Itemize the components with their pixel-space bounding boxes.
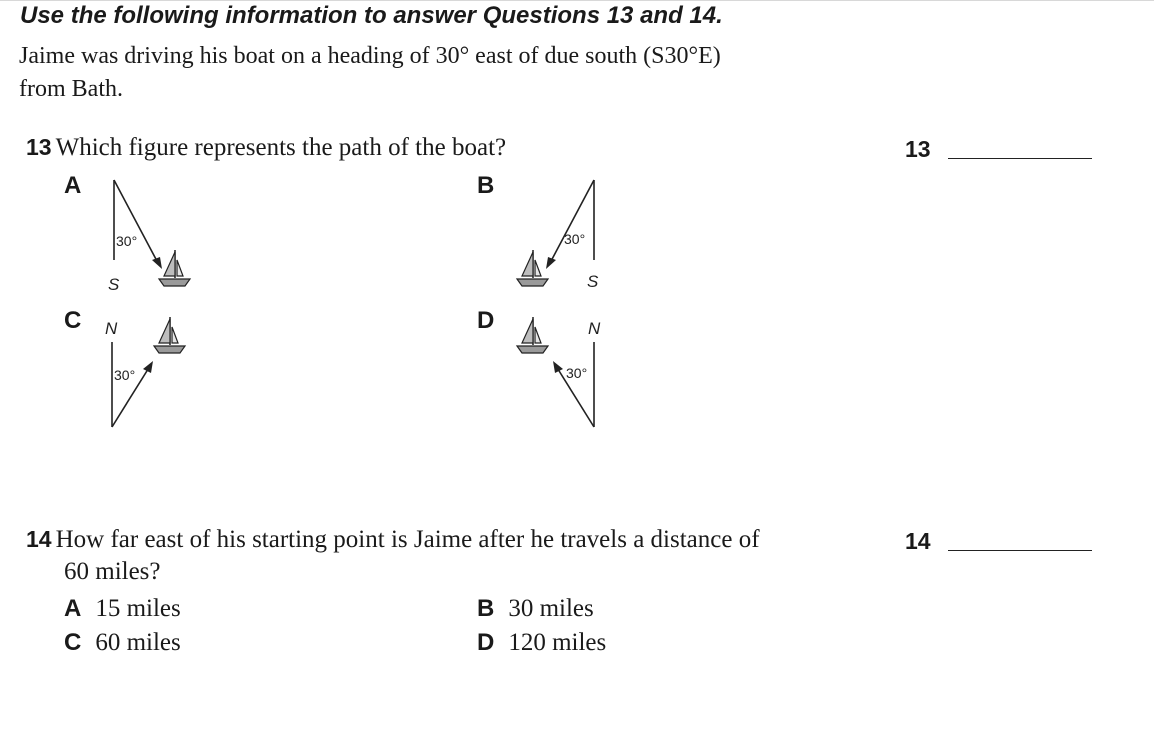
- answer-13-blank[interactable]: [948, 158, 1092, 159]
- choice-c-text: 60 miles: [95, 629, 181, 656]
- scenario-text: [19, 40, 879, 106]
- choice-d[interactable]: [477, 629, 606, 657]
- answer-13-label: 13: [905, 136, 931, 162]
- figure-b-letter: B: [477, 172, 495, 199]
- question-13: [26, 134, 506, 162]
- choice-b-letter: B: [477, 595, 495, 622]
- instruction-heading: Use the following information to answer Questions 13 and 14.: [20, 2, 723, 29]
- sailboat-icon: [154, 317, 185, 353]
- arrowhead-icon: [152, 257, 162, 269]
- scenario-line-1: Jaime was driving his boat on a heading of 30° east of due south (S30°E): [19, 43, 721, 69]
- figure-a-letter: A: [64, 172, 82, 199]
- sailboat-icon: [159, 250, 190, 286]
- top-rule: [0, 0, 1154, 1]
- arrowhead-icon: [143, 361, 153, 373]
- question-14: [26, 526, 760, 554]
- question-14-text-line-1: How far east of his starting point is Jaime after he travels a distance of: [55, 526, 760, 553]
- question-14-number: 14: [26, 526, 52, 552]
- choice-b-text: 30 miles: [508, 595, 594, 622]
- sailboat-icon: [517, 317, 548, 353]
- figure-c-angle: 30°: [114, 367, 136, 383]
- figure-d[interactable]: [510, 310, 610, 435]
- figure-a-angle: 30°: [116, 233, 138, 249]
- choice-a[interactable]: [64, 595, 181, 623]
- figure-c-letter: C: [64, 307, 82, 334]
- figure-b-path: [550, 180, 594, 263]
- question-13-number: 13: [26, 134, 52, 160]
- choice-d-letter: D: [477, 629, 495, 656]
- figure-b[interactable]: [510, 175, 610, 295]
- choice-d-text: 120 miles: [508, 629, 607, 656]
- choice-c[interactable]: [64, 629, 181, 657]
- arrowhead-icon: [553, 361, 563, 373]
- figure-c-direction: N: [105, 319, 118, 338]
- choice-c-letter: C: [64, 629, 82, 656]
- question-13-text: Which figure represents the path of the boat?: [55, 134, 507, 161]
- arrowhead-icon: [546, 257, 556, 269]
- figure-c[interactable]: [100, 310, 200, 435]
- figure-a[interactable]: [100, 175, 200, 295]
- choice-a-letter: A: [64, 595, 82, 622]
- scenario-line-2: from Bath.: [19, 76, 123, 102]
- answer-14-label: 14: [905, 528, 931, 554]
- figure-a-path: [114, 180, 158, 263]
- figure-b-direction: S: [587, 272, 599, 291]
- question-14-text-line-2: 60 miles?: [64, 558, 161, 585]
- figure-b-angle: 30°: [564, 231, 586, 247]
- figure-d-letter: D: [477, 307, 495, 334]
- choice-a-text: 15 miles: [95, 595, 181, 622]
- choice-b[interactable]: [477, 595, 594, 623]
- sailboat-icon: [517, 250, 548, 286]
- figure-d-angle: 30°: [566, 365, 588, 381]
- figure-d-direction: N: [588, 319, 601, 338]
- answer-14-blank[interactable]: [948, 550, 1092, 551]
- figure-a-direction: S: [108, 275, 120, 294]
